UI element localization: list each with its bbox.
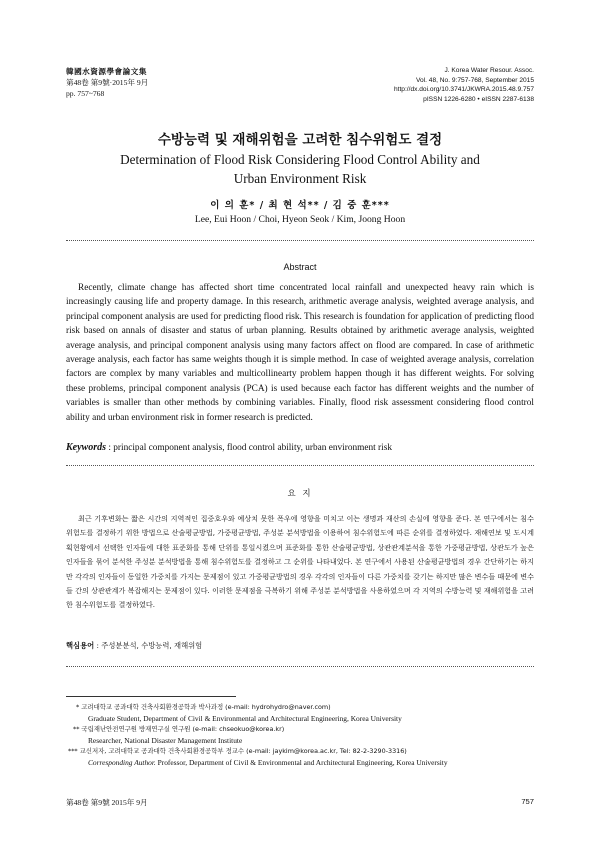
issn: pISSN 1226-6280 • eISSN 2287-6138 <box>423 95 534 103</box>
volume-en: Vol. 48, No. 9:757-768, September 2015 <box>415 76 534 84</box>
volume-kr: 第48卷 第9號·2015年 9月 <box>66 78 149 87</box>
doi-link[interactable]: http://dx.doi.org/10.3741/JKWRA.2015.48.9.757 <box>393 86 534 93</box>
authors-korean: 이 의 훈* / 최 현 석** / 김 중 훈*** <box>210 200 390 211</box>
abstract-text: Recently, climate change has affected short time concentrated local rainfall and unexpected heavy rain which is increasingly causing life and property damage. In this research, arithmetic average analysis, weighted average analysis, and principal component analysis are used for predicting flood risk. This research is foundation for application of predicting flood risk based on annals of disaster and status of urban planning. Results obtained by arithmetic average analysis, weighted average analysis, and principal component analysis using many factors affect on flood are compared. In case of arithmetic average analysis, each factor has same weights though it is simple method. In case of weighted average analysis, correlation factors are complex by many variables and multicollinearty problem happen though it has different weights. For solving these problems, principal component analysis (PCA) is used because each factor has different weights and the number of variables is smaller than other methods by combining variables. Finally, flood risk assessment considering flood control ability and urban environment risk in former research is predicted. <box>66 283 534 423</box>
title-english <box>0 150 600 188</box>
keywords-korean <box>66 641 534 651</box>
keywords-label: Keywords <box>66 442 106 453</box>
divider <box>66 465 534 466</box>
keywords-text: : principal component analysis, flood control ability, urban environment risk <box>108 443 392 453</box>
footnote-2-kr: ** 국립재난안전연구원 방재연구실 연구원 (e-mail: chseokuo@korea.kr) <box>73 725 285 733</box>
journal-name-kr: 韓國水資源學會論文集 <box>66 67 147 76</box>
page-range: pp. 757~768 <box>66 89 105 98</box>
authors-english: Lee, Eui Hoon / Choi, Hyeon Seok / Kim, Joong Hoon <box>194 214 406 225</box>
journal-name-en: J. Korea Water Resour. Assoc. <box>444 67 534 74</box>
keywords-korean-label: 핵심용어 <box>66 641 95 650</box>
title-korean: 수방능력 및 재해위험을 고려한 침수위험도 결정 <box>157 132 443 148</box>
title-english-line2: Urban Environment Risk <box>233 171 367 186</box>
yoji-heading: 요 지 <box>287 489 313 499</box>
footer-issue: 第48卷 第9號 2015年 9月 <box>66 798 148 807</box>
divider <box>66 240 534 241</box>
keywords-korean-text: : 주성분분석, 수방능력, 재해위험 <box>96 641 203 650</box>
yoji-text: 최근 기후변화는 짧은 시간의 지역적인 집중호우와 예상치 못한 폭우에 영향을 미치고 이는 생명과 재산의 손실에 영향을 준다. 본 연구에서는 침수위험도를 결정하기 위한 방법으로 산술평균방법, 가중평균방법, 주성분 분석방법을 이용하여 침수위험도에 따른 순위를 결정하였다. 재해연보 및 도시계획현황에서 선택한 인자들에 대한 표준화를 통해 단위를 통일시켰으며 표준화를 통한 산술평균방법, 상관관계분석을 통한 가중평균방법, 상관도가 높은 인자들을 묶어 분석한 주성분 분석방법을 통해 침수위험도를 결정하고 그 순위를 나타내었다. 본 연구에서 사용된 산술평균방법의 경우 간단하기는 하지만 각각의 인자들이 동일한 가중치를 가지는 문제점이 있고 가중평균방법의 경우 각각의 인자들이 다른 가중치를 갖기는 하지만 많은 변수들 때문에 변수들 간의 상관관계가 복잡해지는 문제점이 있다. 이러한 문제점을 극복하기 위해 주성분 분석방법을 사용하였으며 각 지역의 수방능력 및 재해위험을 고려한 침수위험도를 결정하였다. <box>66 514 534 610</box>
footnote-rule <box>66 696 236 697</box>
keywords <box>66 442 534 453</box>
journal-header-right <box>394 66 534 104</box>
page-number: 757 <box>521 797 534 806</box>
abstract-heading: Abstract <box>283 262 317 272</box>
divider <box>66 666 534 667</box>
footnote-3-en <box>66 757 534 768</box>
footnote-1-kr: * 고려대학교 공과대학 건축사회환경공학과 박사과정 (e-mail: hydrohydro@naver.com) <box>76 703 331 711</box>
footnote-3-en-text: Professor, Department of Civil & Environmental and Architectural Engineering, Korea University <box>157 758 448 767</box>
footnote-3-kr: *** 교신저자, 고려대학교 공과대학 건축사회환경공학부 정교수 (e-mail: jaykim@korea.ac.kr, Tel: 82-2-3290-3316) <box>68 747 407 755</box>
title-english-line1: Determination of Flood Risk Considering Flood Control Ability and <box>120 152 480 167</box>
footnote-1-en: Graduate Student, Department of Civil & Environmental and Architectural Engineering, Korea University <box>88 714 402 723</box>
footnote-2-en: Researcher, National Disaster Management Institute <box>88 736 243 745</box>
footnotes <box>66 702 534 768</box>
journal-header-left <box>66 66 148 99</box>
corresponding-author-label: Corresponding Author. <box>88 758 156 767</box>
